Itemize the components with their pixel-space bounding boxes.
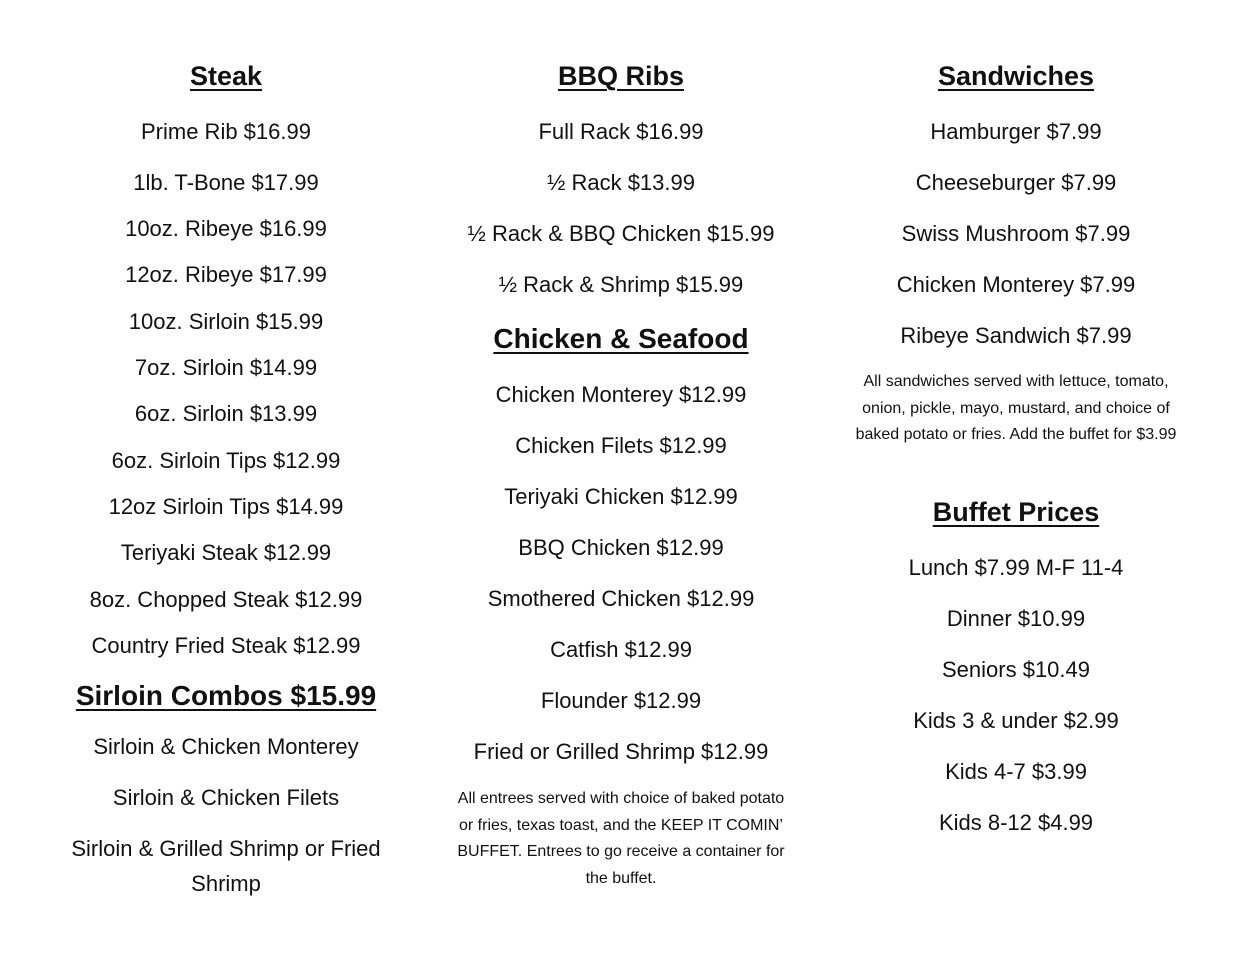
menu-item: 10oz. Ribeye $16.99 [125, 216, 327, 241]
menu-item: 1lb. T-Bone $17.99 [133, 170, 319, 195]
menu-item: Country Fried Steak $12.99 [91, 633, 361, 658]
menu-item: ½ Rack & BBQ Chicken $15.99 [467, 221, 775, 246]
menu-item: Full Rack $16.99 [538, 119, 704, 144]
menu-item: Kids 8-12 $4.99 [938, 810, 1094, 835]
menu-item: Flounder $12.99 [540, 688, 702, 713]
menu-item: Smothered Chicken $12.99 [487, 586, 755, 611]
menu-item: 10oz. Sirloin $15.99 [128, 309, 324, 334]
menu-item: 8oz. Chopped Steak $12.99 [89, 587, 363, 612]
menu-item: Sirloin & Chicken Filets [112, 785, 340, 810]
menu-item: Dinner $10.99 [946, 606, 1086, 631]
sandwiches-heading: Sandwiches [937, 61, 1095, 91]
menu-item: Chicken Monterey $12.99 [495, 382, 747, 407]
steak-heading: Steak [189, 61, 263, 91]
sirloin-combos-heading: Sirloin Combos $15.99 [75, 680, 377, 711]
menu-item: Chicken Filets $12.99 [515, 433, 727, 458]
menu-item: ½ Rack & Shrimp $15.99 [498, 272, 744, 297]
menu-item: ½ Rack $13.99 [547, 170, 695, 195]
menu-item: Prime Rib $16.99 [141, 119, 311, 144]
menu-item: 6oz. Sirloin Tips $12.99 [111, 448, 341, 473]
chicken-seafood-heading: Chicken & Seafood [493, 323, 749, 354]
menu-item: Seniors $10.49 [942, 657, 1090, 682]
menu-item: Fried or Grilled Shrimp $12.99 [473, 739, 769, 764]
menu-item: 12oz Sirloin Tips $14.99 [108, 494, 344, 519]
entrees-note: All entrees served with choice of baked potato or fries, texas toast, and the KEEP IT COMIN’ BUFFET. Entrees to go receive a container for the buffet. [457, 790, 785, 887]
menu-item: Catfish $12.99 [550, 637, 692, 662]
buffet-prices-heading: Buffet Prices [932, 497, 1100, 527]
menu-item: Hamburger $7.99 [930, 119, 1102, 144]
menu-item: 12oz. Ribeye $17.99 [125, 262, 327, 287]
menu-item: Kids 4-7 $3.99 [945, 759, 1087, 784]
menu-item: Ribeye Sandwich $7.99 [900, 323, 1132, 348]
menu-item: Teriyaki Chicken $12.99 [504, 484, 738, 509]
bbq-ribs-heading: BBQ Ribs [557, 61, 684, 91]
menu-item: Lunch $7.99 M-F 11-4 [908, 555, 1124, 580]
menu-item: 6oz. Sirloin $13.99 [134, 401, 318, 426]
menu-item: Swiss Mushroom $7.99 [901, 221, 1131, 246]
menu-item: Sirloin & Chicken Monterey [93, 734, 359, 759]
menu-item: Cheeseburger $7.99 [915, 170, 1117, 195]
menu-item: Chicken Monterey $7.99 [896, 272, 1136, 297]
menu-item: Teriyaki Steak $12.99 [120, 540, 332, 565]
menu-item: 7oz. Sirloin $14.99 [134, 355, 318, 380]
menu-item: Kids 3 & under $2.99 [913, 708, 1119, 733]
menu-item: Sirloin & Grilled Shrimp or Fried Shrimp [71, 836, 381, 896]
menu-item: BBQ Chicken $12.99 [518, 535, 724, 560]
sandwiches-note: All sandwiches served with lettuce, tomato, onion, pickle, mayo, mustard, and choice of baked potato or fries. Add the buffet for $3.99 [855, 373, 1177, 443]
